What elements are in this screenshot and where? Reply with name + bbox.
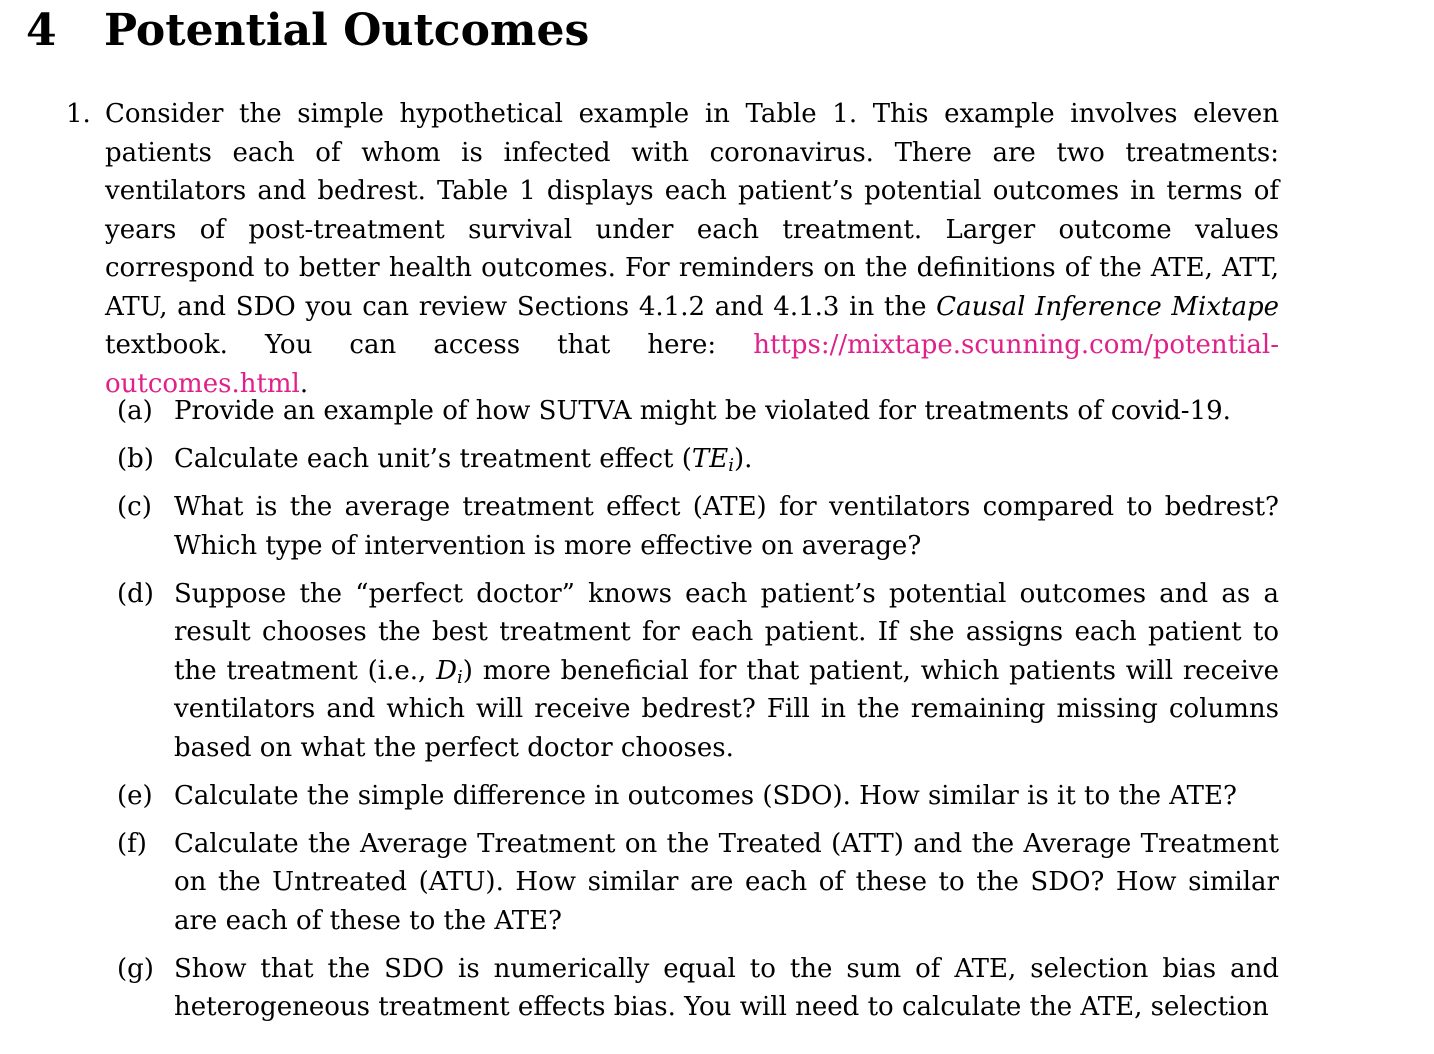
subquestion-label: (f) (117, 828, 147, 859)
section-number: 4 (26, 5, 57, 56)
question-text: Consider the simple hypothetical example in Table 1. This example involves eleven patients each of whom is infected with coronavirus. There are two treatments: ventilators and bedrest. Table 1 displays each patient’s potential outcomes in terms of years of post-treatment survival under each treatment. Larger outcome values correspond to better health outcomes. For reminders on the definitions of the ATE, ATT, ATU, and SDO you can review Sections 4.1.2 and 4.1.3 in the (105, 99, 1279, 322)
subquestion-label: (b) (117, 444, 154, 474)
question-number: 1. (66, 99, 91, 129)
subquestion-g (105, 950, 1279, 1027)
subquestion-list (105, 392, 1279, 1036)
section-heading (26, 4, 589, 58)
subquestion-text: Show that the SDO is numerically equal to the sum of ATE, selection bias and heterogeneous treatment effects bias. You will need to calculate the ATE, selection (174, 953, 1279, 1022)
subquestion-text: Suppose the “perfect doctor” knows each patient’s potential outcomes and as a result chooses the best treatment for each patient. If she assigns each patient to the treatment (i.e., (174, 578, 1279, 686)
subquestion-text: Calculate the simple difference in outcomes (SDO). How similar is it to the ATE? (174, 780, 1237, 811)
subquestion-text: Calculate each unit’s treatment effect ( (174, 444, 692, 474)
subquestion-b (105, 440, 1279, 479)
subquestion-label: (a) (117, 396, 153, 426)
book-title: Causal Inference Mixtape (936, 291, 1279, 322)
section-title: Potential Outcomes (104, 5, 590, 56)
subquestion-label: (c) (117, 492, 152, 522)
subquestion-f (105, 825, 1279, 941)
mixtape-link[interactable]: https://mixtape.scunning.com/potential-outcomes.html (105, 330, 1279, 399)
question-text-cont: textbook. You can access that here: (105, 330, 754, 360)
question-body (105, 95, 1279, 403)
subquestion-label: (g) (117, 953, 154, 984)
subquestion-text: Provide an example of how SUTVA might be violated for treatments of covid-19. (174, 396, 1231, 426)
subquestion-label: (e) (117, 780, 153, 811)
subquestion-text-post: ). (734, 444, 753, 474)
subquestion-e (105, 777, 1279, 816)
math-te: $TE_i$ (691, 444, 734, 476)
subquestion-text: Calculate the Average Treatment on the Treated (ATT) and the Average Treatment on the Untreated (ATU). How similar are each of these to the SDO? How similar are each of these to the ATE? (174, 828, 1279, 936)
math-d: $D_i$ (436, 655, 463, 688)
subquestion-label: (d) (117, 578, 154, 609)
subquestion-c (105, 488, 1279, 565)
subquestion-text-post: ) more beneficial for that patient, which patients will receive ventilators and which will receive bedrest? Fill in the remaining missing columns based on what the perfect doctor chooses. (174, 655, 1279, 763)
subquestion-text: What is the average treatment effect (ATE) for ventilators compared to bedrest? Which type of intervention is more effective on average? (174, 492, 1279, 561)
subquestion-d (105, 575, 1279, 768)
question-text-end: . (299, 368, 309, 399)
subquestion-a (105, 392, 1279, 431)
